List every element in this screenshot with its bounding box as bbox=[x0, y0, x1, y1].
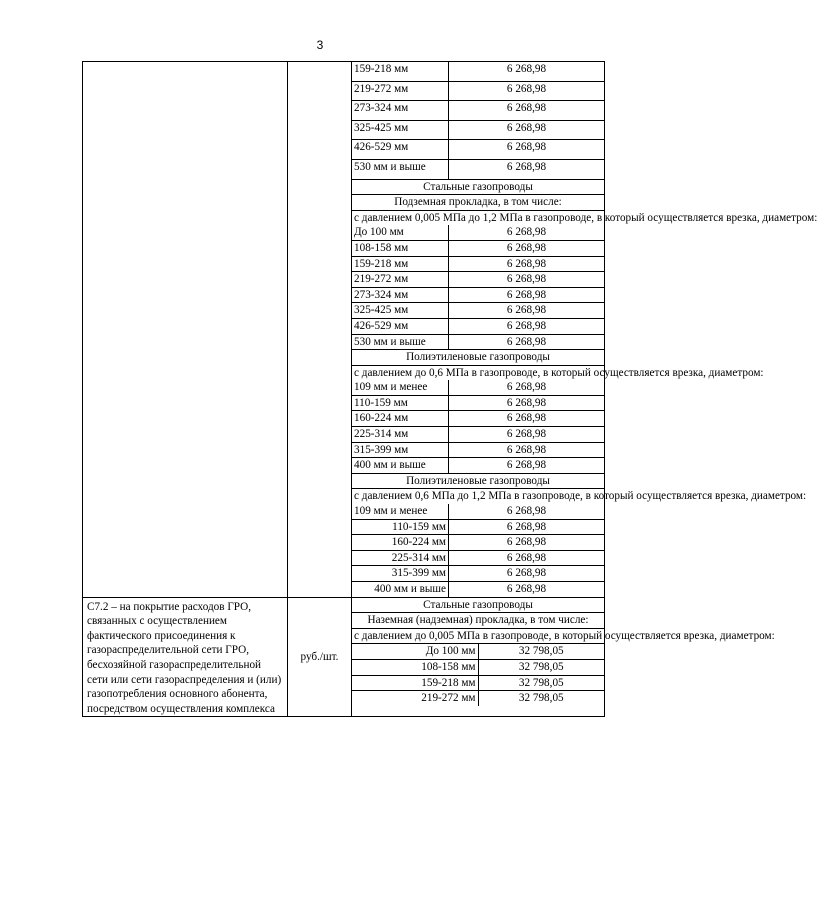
section-header-row bbox=[352, 473, 604, 489]
section-header-row bbox=[352, 365, 604, 380]
table-row bbox=[352, 287, 604, 303]
price-cell: 6 268,98 bbox=[449, 334, 605, 350]
rows-a bbox=[352, 62, 817, 225]
table-row bbox=[352, 303, 604, 319]
diameter-cell: 160-224 мм bbox=[352, 535, 449, 551]
price-cell: 6 268,98 bbox=[449, 101, 605, 121]
price-cell: 32 798,05 bbox=[478, 675, 604, 691]
section-header-row bbox=[352, 179, 604, 195]
table-row bbox=[352, 458, 604, 474]
table-row bbox=[352, 550, 604, 566]
price-cell: 6 268,98 bbox=[449, 225, 605, 240]
table-row bbox=[352, 519, 604, 535]
price-cell: 6 268,98 bbox=[449, 582, 605, 597]
table-row bbox=[352, 442, 604, 458]
table-row bbox=[352, 318, 604, 334]
table-row bbox=[352, 159, 604, 179]
table-row bbox=[352, 62, 604, 81]
diameter-cell: 108-158 мм bbox=[352, 659, 478, 675]
price-cell: 6 268,98 bbox=[449, 240, 605, 256]
price-cell: 6 268,98 bbox=[449, 380, 605, 395]
diameter-cell: 530 мм и выше bbox=[352, 334, 449, 350]
table-row bbox=[352, 691, 604, 706]
section-header-row bbox=[352, 613, 604, 629]
diameter-cell: 315-399 мм bbox=[352, 442, 449, 458]
steel-header: Стальные газопроводы bbox=[352, 179, 604, 195]
diameter-cell: 109 мм и менее bbox=[352, 380, 449, 395]
diameter-cell: 315-399 мм bbox=[352, 566, 449, 582]
price-cell: 6 268,98 bbox=[449, 504, 605, 519]
polyethylene-header: Полиэтиленовые газопроводы bbox=[352, 473, 604, 489]
price-cell: 6 268,98 bbox=[449, 442, 605, 458]
price-cell: 6 268,98 bbox=[449, 272, 605, 288]
price-cell: 6 268,98 bbox=[449, 159, 605, 179]
price-cell: 6 268,98 bbox=[449, 566, 605, 582]
table-row bbox=[352, 504, 604, 519]
section-header-row bbox=[352, 628, 604, 644]
description-text: С7.2 – на покрытие расходов ГРО, связанных с осуществлением фактического присоединения к газораспределительной сети ГРО, бесхозяйной газораспределительной сети или сети газораспределения и (или) газопотребления основного абонента, посредством осуществления комплекса bbox=[87, 600, 282, 715]
price-cell: 6 268,98 bbox=[449, 303, 605, 319]
underground-header: Подземная прокладка, в том числе: bbox=[352, 195, 604, 211]
pressure-header: с давлением 0,6 МПа до 1,2 МПа в газопроводе, в который осуществляется врезка, диаметром: bbox=[354, 490, 807, 503]
diameter-cell: 273-324 мм bbox=[352, 287, 449, 303]
diameter-cell: 219-272 мм bbox=[352, 272, 449, 288]
diameter-cell: 225-314 мм bbox=[352, 427, 449, 443]
diameter-cell: 400 мм и выше bbox=[352, 458, 449, 474]
price-cell: 6 268,98 bbox=[449, 535, 605, 551]
table-row bbox=[352, 101, 604, 121]
section-header-row bbox=[352, 210, 604, 225]
table-row bbox=[352, 240, 604, 256]
price-cell: 6 268,98 bbox=[449, 519, 605, 535]
table-row bbox=[352, 140, 604, 160]
unit-text: руб./шт. bbox=[300, 650, 339, 663]
diameter-cell: 325-425 мм bbox=[352, 120, 449, 140]
aboveground-header: Наземная (надземная) прокладка, в том числе: bbox=[352, 613, 604, 629]
pressure-header: с давлением до 0,005 МПа в газопроводе, в который осуществляется врезка, диаметром: bbox=[352, 628, 604, 644]
diameter-cell: 110-159 мм bbox=[352, 519, 449, 535]
table-row-block2 bbox=[83, 597, 605, 717]
table-row bbox=[352, 120, 604, 140]
price-cell: 6 268,98 bbox=[449, 318, 605, 334]
price-cell: 6 268,98 bbox=[449, 427, 605, 443]
polyethylene-header: Полиэтиленовые газопроводы bbox=[352, 350, 604, 366]
page-number: 3 bbox=[316, 38, 324, 52]
rows-b bbox=[352, 225, 764, 380]
steel-header: Стальные газопроводы bbox=[352, 598, 604, 613]
price-cell: 32 798,05 bbox=[478, 691, 604, 706]
diameter-cell: До 100 мм bbox=[352, 644, 478, 660]
section-header-row bbox=[352, 598, 604, 613]
price-cell: 6 268,98 bbox=[449, 62, 605, 81]
diameter-cell: 110-159 мм bbox=[352, 395, 449, 411]
price-cell: 6 268,98 bbox=[449, 395, 605, 411]
table-row bbox=[352, 256, 604, 272]
price-cell: 6 268,98 bbox=[449, 411, 605, 427]
diameter-cell: 159-218 мм bbox=[352, 256, 449, 272]
table-row bbox=[352, 535, 604, 551]
rates-cell-block2 bbox=[352, 597, 775, 717]
diameter-cell: 325-425 мм bbox=[352, 303, 449, 319]
price-cell: 6 268,98 bbox=[449, 81, 605, 101]
diameter-cell: 219-272 мм bbox=[352, 691, 478, 706]
description-cell bbox=[83, 597, 288, 717]
diameter-cell: 426-529 мм bbox=[352, 140, 449, 160]
price-cell: 6 268,98 bbox=[449, 120, 605, 140]
rates-table-block1 bbox=[352, 62, 817, 597]
table-row bbox=[352, 675, 604, 691]
diameter-cell: 109 мм и менее bbox=[352, 504, 449, 519]
diameter-cell: 225-314 мм bbox=[352, 550, 449, 566]
table-row bbox=[352, 334, 604, 350]
table-row bbox=[352, 427, 604, 443]
table-row bbox=[352, 644, 604, 660]
rows-d bbox=[352, 504, 604, 597]
table-row bbox=[352, 395, 604, 411]
pressure-header: с давлением 0,005 МПа до 1,2 МПа в газопроводе, в который осуществляется врезка, диаметром: bbox=[354, 211, 817, 224]
table-row bbox=[352, 81, 604, 101]
table-row bbox=[352, 582, 604, 597]
rates-table-block2 bbox=[352, 598, 775, 706]
diameter-cell: 273-324 мм bbox=[352, 101, 449, 121]
table-row-block1 bbox=[83, 62, 605, 598]
section-header-row bbox=[352, 350, 604, 366]
price-cell: 6 268,98 bbox=[449, 287, 605, 303]
diameter-cell: 426-529 мм bbox=[352, 318, 449, 334]
diameter-cell: 108-158 мм bbox=[352, 240, 449, 256]
pressure-header: с давлением до 0,6 МПа в газопроводе, в который осуществляется врезка, диаметром: bbox=[354, 366, 764, 379]
table-row bbox=[352, 272, 604, 288]
table-row bbox=[352, 566, 604, 582]
diameter-cell: До 100 мм bbox=[352, 225, 449, 240]
table-row bbox=[352, 411, 604, 427]
section-header-row bbox=[352, 195, 604, 211]
diameter-cell: 160-224 мм bbox=[352, 411, 449, 427]
price-cell: 6 268,98 bbox=[449, 550, 605, 566]
table-row bbox=[352, 225, 604, 240]
diameter-cell: 159-218 мм bbox=[352, 675, 478, 691]
diameter-cell: 219-272 мм bbox=[352, 81, 449, 101]
unit-cell bbox=[288, 597, 352, 717]
table-row bbox=[352, 380, 604, 395]
section-header-row bbox=[352, 489, 604, 504]
diameter-cell: 400 мм и выше bbox=[352, 582, 449, 597]
description-cell-empty bbox=[83, 62, 288, 598]
rows-c bbox=[352, 380, 807, 504]
diameter-cell: 530 мм и выше bbox=[352, 159, 449, 179]
tariff-table bbox=[82, 61, 817, 717]
price-cell: 32 798,05 bbox=[478, 659, 604, 675]
price-cell: 6 268,98 bbox=[449, 140, 605, 160]
table-row bbox=[352, 659, 604, 675]
price-cell: 6 268,98 bbox=[449, 256, 605, 272]
rates-cell-block1 bbox=[352, 62, 817, 598]
diameter-cell: 159-218 мм bbox=[352, 62, 449, 81]
unit-cell-empty bbox=[288, 62, 352, 598]
price-cell: 32 798,05 bbox=[478, 644, 604, 660]
price-cell: 6 268,98 bbox=[449, 458, 605, 474]
